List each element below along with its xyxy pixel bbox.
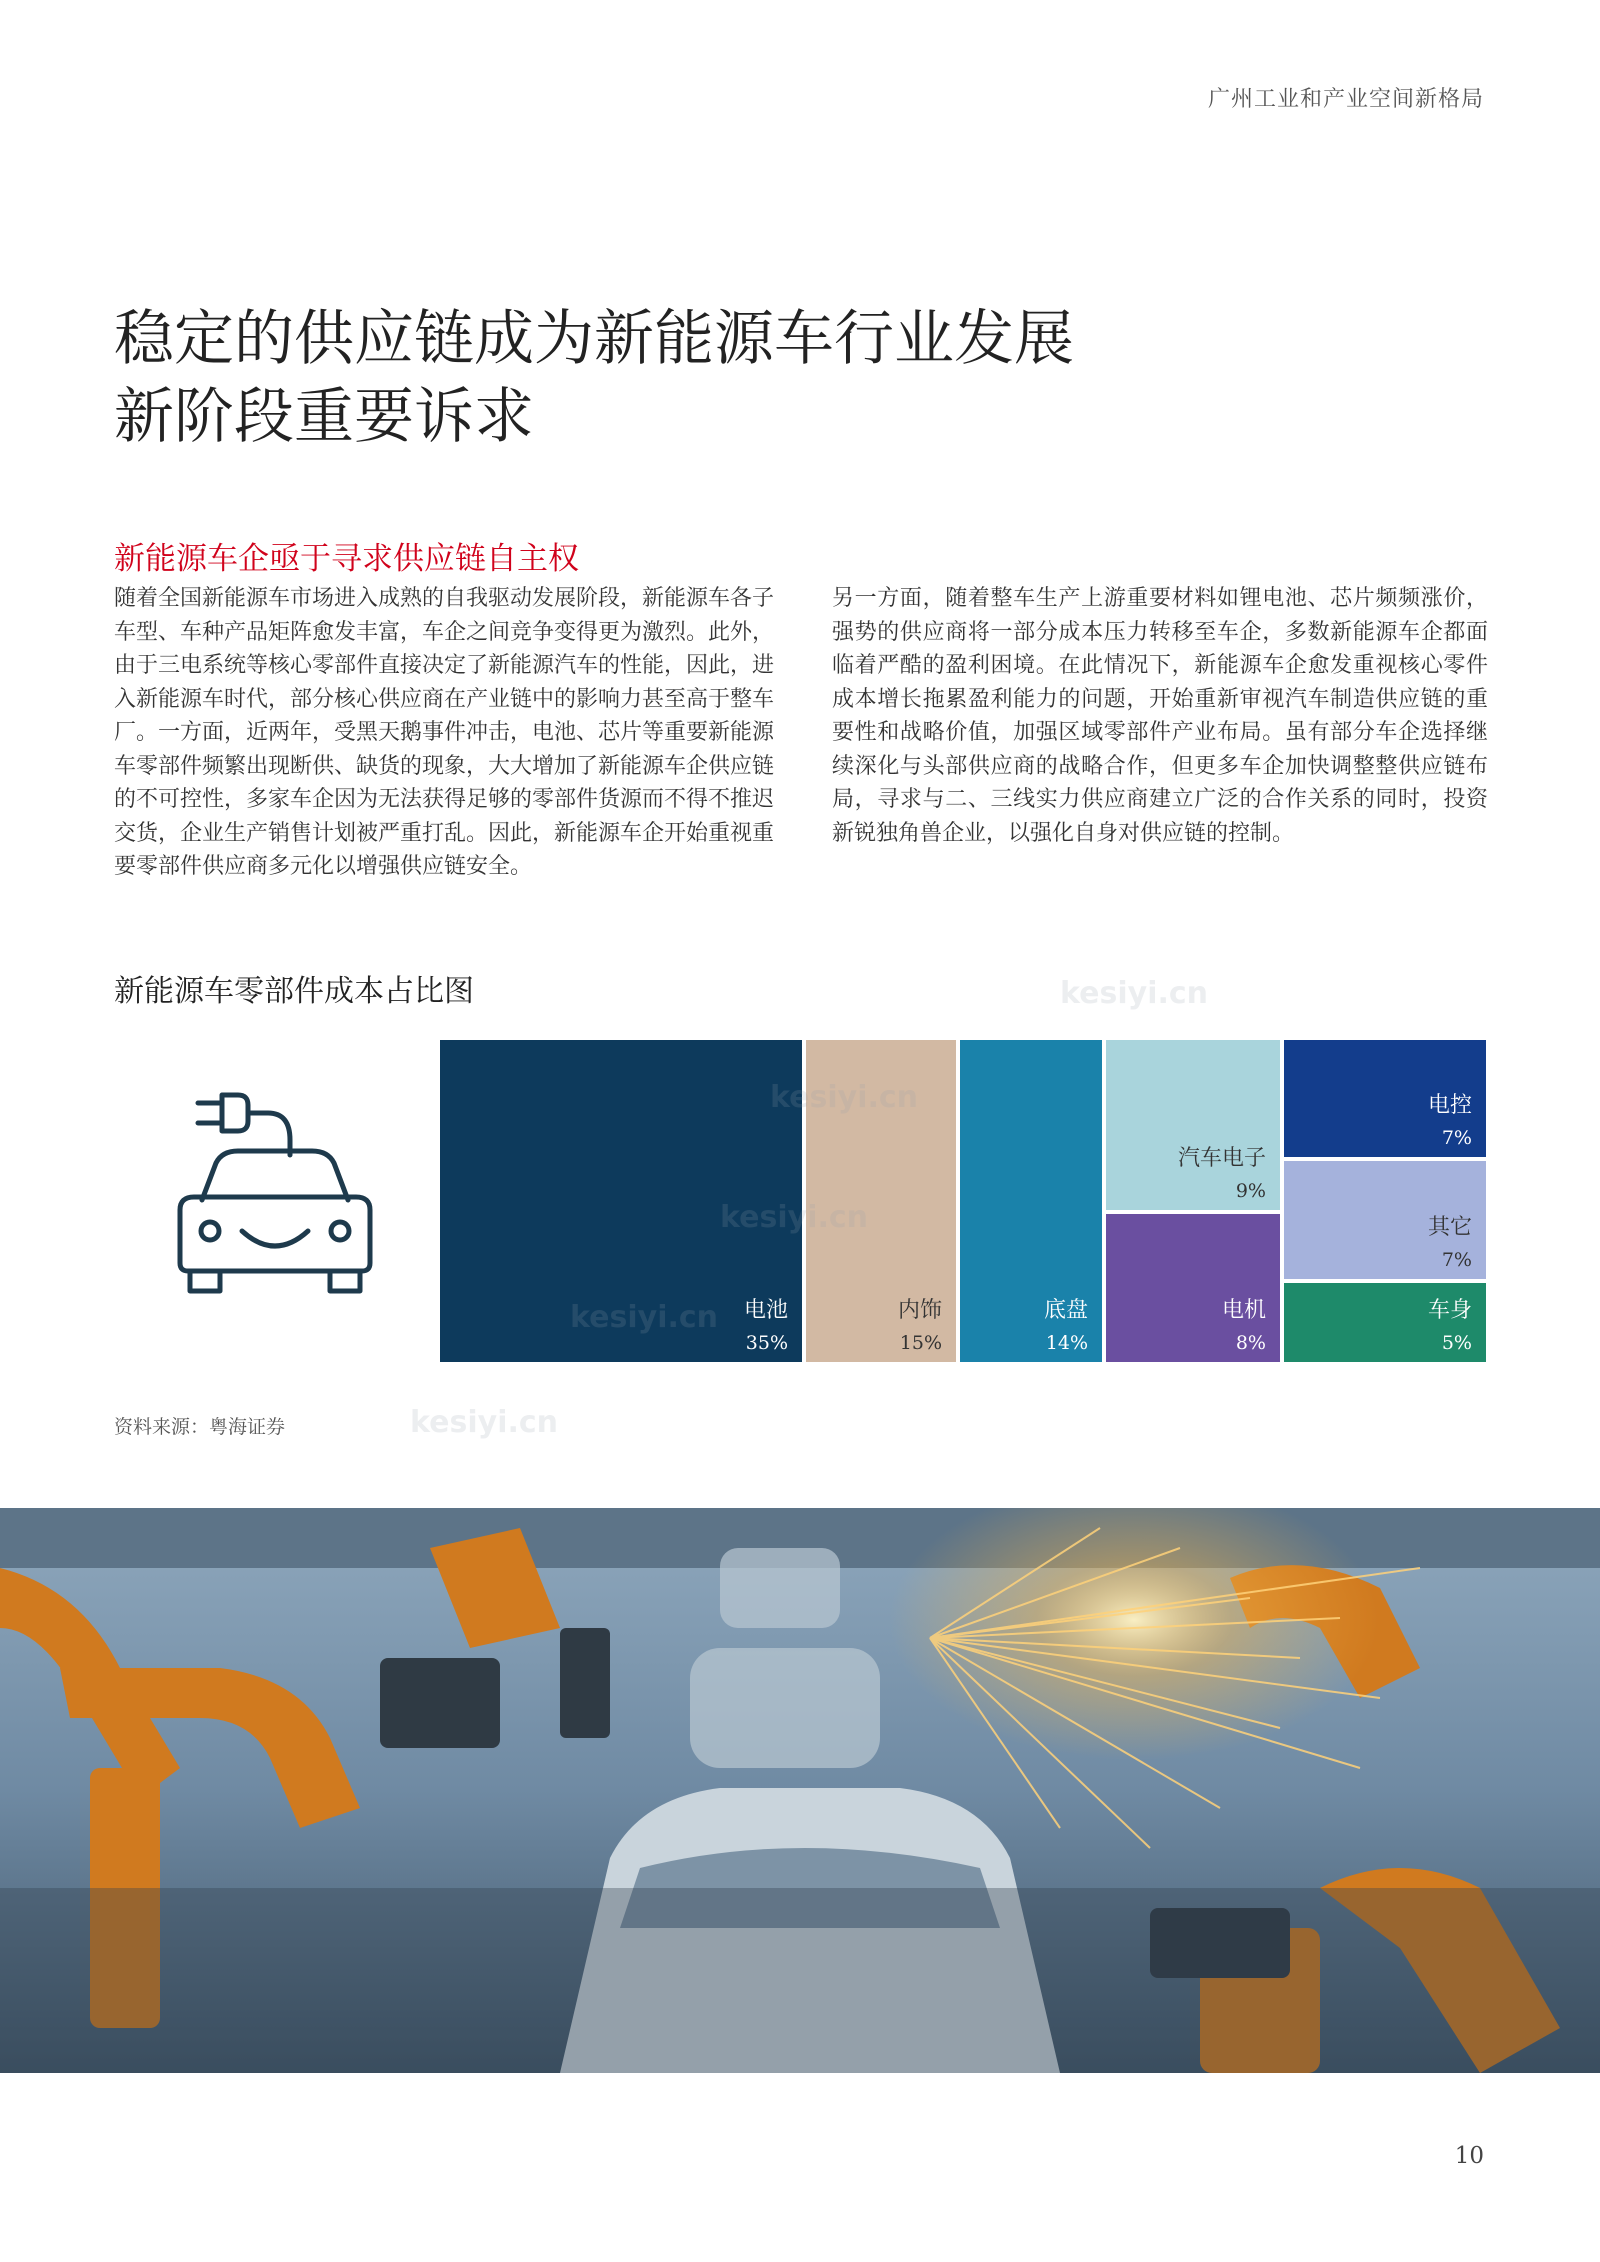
treemap-label: 电控 xyxy=(1427,1093,1472,1118)
section-heading: 新能源车企亟于寻求供应链自主权 xyxy=(114,541,579,577)
page-title-line-2: 新阶段重要诉求 xyxy=(114,382,534,452)
body-paragraph-right: 另一方面，随着整车生产上游重要材料如锂电池、芯片频频涨价，强势的供应商将一部分成本压力转移至车企，多数新能源车企都面临着严酷的盈利困境。在此情况下，新能源车企愈发重视核心零件成本增长拖累盈利能力的问题，开始重新审视汽车制造供应链的重要性和战略价值，加强区域零部件产业布局。虽有部分车企选择继续深化与头部供应商的战略合作，但更多车企加快调整整供应链布局，寻求与二、三线实力供应商建立广泛的合作关系的同时，投资新锐独角兽企业，以强化自身对供应链的控制。 xyxy=(832,586,1488,846)
treemap-value: 35% xyxy=(745,1332,788,1354)
treemap-label: 电机 xyxy=(1221,1298,1266,1323)
treemap-label: 车身 xyxy=(1427,1298,1472,1323)
treemap-value: 9% xyxy=(1235,1180,1266,1202)
page-title xyxy=(114,300,1074,456)
watermark: kesiyi.cn xyxy=(570,1300,719,1335)
running-header: 广州工业和产业空间新格局 xyxy=(1207,87,1484,112)
treemap-cell-other xyxy=(1284,1161,1486,1279)
treemap-cell-motor xyxy=(1106,1214,1280,1362)
treemap-label: 汽车电子 xyxy=(1177,1146,1266,1171)
watermark: kesiyi.cn xyxy=(720,1200,869,1235)
treemap-cell-body xyxy=(1284,1283,1486,1362)
page-title-line-1: 稳定的供应链成为新能源车行业发展 xyxy=(114,304,1074,374)
watermark: kesiyi.cn xyxy=(410,1405,559,1440)
treemap-cell-chassis xyxy=(960,1040,1102,1362)
treemap-label: 电池 xyxy=(743,1298,788,1323)
treemap-value: 15% xyxy=(899,1332,942,1354)
chart-title: 新能源车零部件成本占比图 xyxy=(114,974,474,1009)
treemap-label: 底盘 xyxy=(1043,1298,1088,1323)
treemap-label: 其它 xyxy=(1427,1215,1472,1240)
page-number: 10 xyxy=(1454,2143,1484,2169)
treemap-cell-controller xyxy=(1284,1040,1486,1157)
watermark: kesiyi.cn xyxy=(1060,976,1209,1011)
treemap-label: 内饰 xyxy=(897,1298,942,1323)
treemap-value: 5% xyxy=(1441,1332,1472,1354)
treemap-cell-electronics xyxy=(1106,1040,1280,1210)
body-paragraph-left: 随着全国新能源车市场进入成熟的自我驱动发展阶段，新能源车各子车型、车种产品矩阵愈发丰富，车企之间竞争变得更为激烈。此外，由于三电系统等核心零部件直接决定了新能源汽车的性能，因此，进入新能源车时代，部分核心供应商在产业链中的影响力甚至高于整车厂。一方面，近两年，受黑天鹅事件冲击，电池、芯片等重要新能源车零部件频繁出现断供、缺货的现象，大大增加了新能源车企供应链的不可控性，多家车企因为无法获得足够的零部件货源而不得不推迟交货，企业生产销售计划被严重打乱。因此，新能源车企开始重视重要零部件供应商多元化以增强供应链安全。 xyxy=(114,586,775,879)
electric-car-icon xyxy=(150,1085,400,1315)
watermark: kesiyi.cn xyxy=(770,1080,919,1115)
treemap-value: 14% xyxy=(1045,1332,1088,1354)
factory-photo xyxy=(0,1508,1600,2073)
treemap-value: 7% xyxy=(1441,1249,1472,1271)
treemap-value: 7% xyxy=(1441,1127,1472,1149)
treemap-value: 8% xyxy=(1235,1332,1266,1354)
data-source-note: 资料来源：粤海证券 xyxy=(114,1416,286,1438)
